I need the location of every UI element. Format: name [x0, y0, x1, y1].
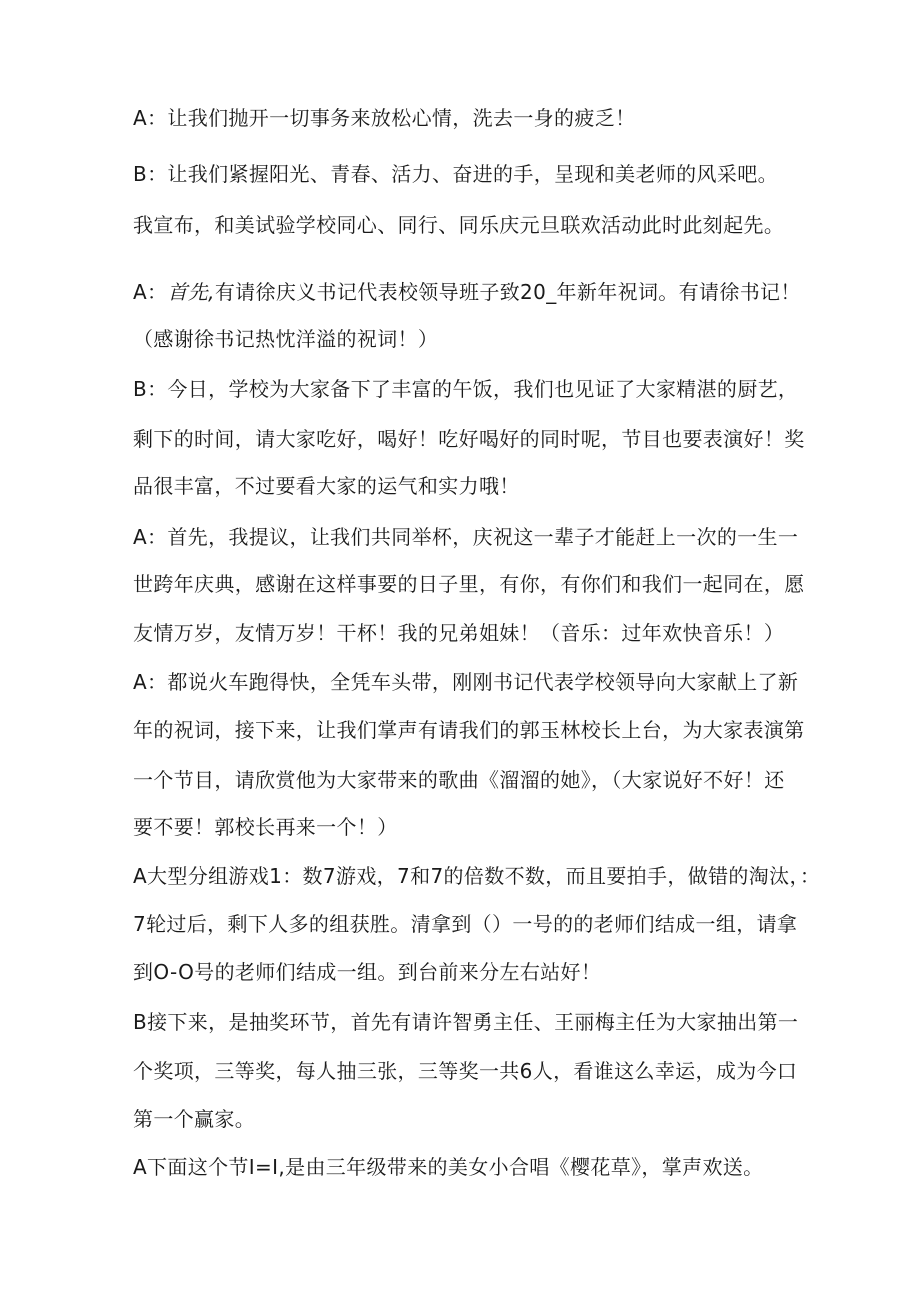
paragraph-b-lunch-3: 品很丰富，不过要看大家的运气和实力哦！ — [133, 474, 520, 498]
paragraph-a-next-show: A下面这个节I=I,是由三年级带来的美女小合唱《樱花草》，掌声欢送。 — [133, 1155, 764, 1179]
paragraph-a-principal-3: 一个节目，请欣赏他为大家带来的歌曲《溜溜的她》，（大家说好不好！还 — [133, 768, 785, 792]
speaker-label: A： — [133, 280, 168, 304]
speech-invite-text: 有请徐庆义书记代表校领导班子致20_年新年祝词。有请徐书记！ — [214, 280, 801, 304]
thanks-line: （感谢徐书记热忱洋溢的祝词！） — [133, 327, 439, 351]
paragraph-b-lottery-2: 个奖项，三等奖，每人抽三张，三等奖一共6人，看谁这么幸运，成为今口 — [133, 1059, 798, 1083]
paragraph-a-toast-3: 友情万岁，友情万岁！干杯！我的兄弟姐妹！（音乐：过年欢快音乐！） — [133, 621, 785, 645]
paragraph-a-principal-4: 要不要！郭校长再来一个！） — [133, 815, 398, 839]
paragraph-a-speech-invite — [133, 278, 801, 306]
paragraph-b-lottery-3: 第一个赢家。 — [133, 1107, 256, 1131]
paragraph-b-opening: B：让我们紧握阳光、青春、活力、奋进的手，呈现和美老师的风采吧。 — [133, 162, 778, 186]
paragraph-a-toast-1: A：首先，我提议，让我们共同举杯，庆祝这一辈子才能赶上一次的一生一 — [133, 525, 799, 549]
paragraph-a-game-2: 7轮过后，剩下人多的组获胜。清拿到（）一号的的老师们结成一组，请拿 — [133, 912, 798, 936]
paragraph-a-toast-2: 世跨年庆典，感谢在这样事要的日子里，有你，有你们和我们一起同在，愿 — [133, 572, 805, 596]
paragraph-a-opening: A：让我们抛开一切事务来放松心情，洗去一身的疲乏！ — [133, 106, 636, 130]
paragraph-a-principal-2: 年的祝词，接下来，让我们掌声有请我们的郭玉林校长上台，为大家表演第 — [133, 718, 805, 742]
paragraph-b-lunch-2: 剩下的时间，请大家吃好，喝好！吃好喝好的同时呢，节目也要表演好！奖 — [133, 427, 805, 451]
paragraph-b-lottery-1: B接下来，是抽奖环节，首先有请许智勇主任、王丽梅主任为大家抽出第一 — [133, 1010, 799, 1034]
paragraph-a-game-1: A大型分组游戏1：数7游戏，7和7的倍数不数，而且要拍手，做错的淘汰，： — [133, 864, 821, 888]
italic-lead-word: 首先, — [167, 280, 215, 304]
paragraph-a-game-3: 到O-O号的老师们结成一组。到台前来分左右站好！ — [133, 960, 602, 984]
paragraph-a-principal-1: A：都说火车跑得快，全凭车头带，刚刚书记代表学校领导向大家献上了新 — [133, 670, 799, 694]
announcement-line: 我宣布，和美试验学校同心、同行、同乐庆元旦联欢活动此时此刻起先。 — [133, 213, 785, 237]
paragraph-b-lunch-1: B：今日，学校为大家备下了丰富的午饭，我们也见证了大家精湛的厨艺， — [133, 377, 799, 401]
